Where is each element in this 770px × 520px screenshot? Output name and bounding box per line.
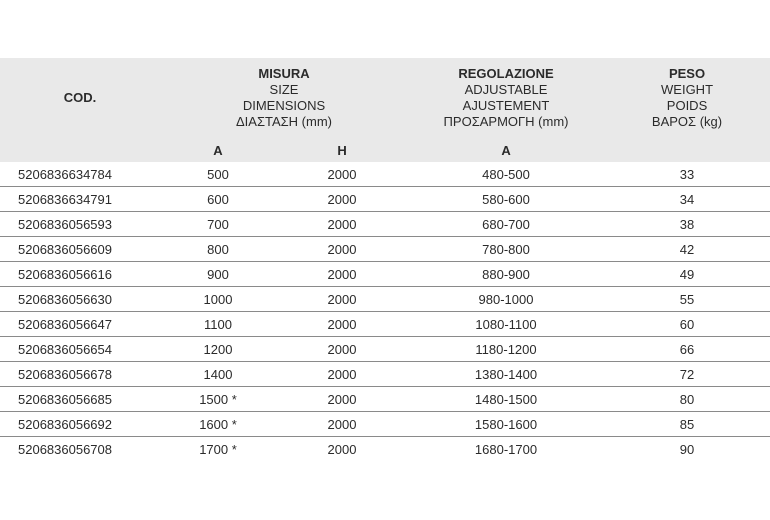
header-misura-line: ΔΙΑΣΤΑΣΗ (mm) [236, 114, 333, 129]
table-body [0, 162, 770, 461]
cell-weight: 85 [604, 412, 770, 437]
cell-height-h: 2000 [327, 441, 357, 457]
cell-width-a: 1700 * [199, 441, 237, 457]
product-spec-table [0, 58, 770, 461]
header-regolazione-line: AJUSTEMENT [462, 98, 550, 113]
cell-adjustable: 1380-1400 [408, 362, 604, 387]
header-misura [160, 58, 408, 138]
cell-weight: 33 [604, 162, 770, 187]
cell-width-a: 1600 * [160, 412, 276, 437]
subheader-h: H [276, 138, 408, 162]
table-row [0, 162, 770, 187]
cell-adjustable: 780-800 [408, 237, 604, 262]
table-row [0, 387, 770, 412]
cell-height-h: 2000 [276, 187, 408, 212]
cell-code: 5206836056685 [0, 387, 160, 412]
cell-height-h: 2000 [276, 312, 408, 337]
cell-width-a: 700 [160, 212, 276, 237]
cell-code: 5206836056593 [0, 212, 160, 237]
header-peso [604, 58, 770, 138]
cell-adjustable: 980-1000 [408, 287, 604, 312]
cell-weight: 49 [604, 262, 770, 287]
subheader-empty [604, 138, 770, 162]
cell-width-a: 1000 [160, 287, 276, 312]
cell-weight: 72 [604, 362, 770, 387]
cell-height-h: 2000 [276, 262, 408, 287]
cell-weight: 66 [604, 337, 770, 362]
table-row [0, 212, 770, 237]
cell-adjustable: 1680-1700 [474, 441, 538, 457]
table-row [0, 412, 770, 437]
cell-code: 5206836056654 [0, 337, 160, 362]
header-misura-line: DIMENSIONS [242, 98, 326, 113]
cell-width-a: 1200 [160, 337, 276, 362]
cell-width-a: 500 [160, 162, 276, 187]
header-row [0, 58, 770, 138]
cell-height-h: 2000 [276, 287, 408, 312]
cell-width-a: 600 [160, 187, 276, 212]
subheader-reg-a: A [408, 138, 604, 162]
cell-height-h: 2000 [276, 362, 408, 387]
table-row [0, 437, 770, 462]
table-row [0, 262, 770, 287]
header-peso-line: WEIGHT [661, 82, 714, 97]
cell-weight: 38 [604, 212, 770, 237]
cell-code: 5206836056630 [0, 287, 160, 312]
table-header [0, 58, 770, 162]
header-cod: COD. [0, 58, 160, 138]
header-regolazione [408, 58, 604, 138]
cell-width-a: 1500 * [160, 387, 276, 412]
cell-height-h: 2000 [276, 387, 408, 412]
cell-weight: 34 [604, 187, 770, 212]
cell-height-h: 2000 [276, 412, 408, 437]
cell-code: 5206836056609 [0, 237, 160, 262]
cell-adjustable: 580-600 [408, 187, 604, 212]
subheader-row [0, 138, 770, 162]
table-row [0, 237, 770, 262]
table-row [0, 362, 770, 387]
cell-height-h: 2000 [276, 162, 408, 187]
header-peso-title: PESO [668, 66, 706, 81]
table-row [0, 187, 770, 212]
cell-code: 5206836056647 [0, 312, 160, 337]
cell-adjustable: 1180-1200 [408, 337, 604, 362]
table-row [0, 337, 770, 362]
cell-adjustable: 680-700 [408, 212, 604, 237]
cell-height-h: 2000 [276, 212, 408, 237]
cell-weight: 90 [679, 441, 695, 457]
cell-code: 5206836634784 [0, 162, 160, 187]
cell-width-a: 1400 [160, 362, 276, 387]
cell-adjustable: 1580-1600 [408, 412, 604, 437]
header-peso-line: ΒΑΡΟΣ (kg) [651, 114, 723, 129]
cell-height-h: 2000 [276, 237, 408, 262]
cell-height-h: 2000 [276, 337, 408, 362]
cell-weight: 80 [604, 387, 770, 412]
subheader-empty [0, 138, 160, 162]
header-regolazione-line: ΠΡΟΣΑΡΜΟΓΗ (mm) [443, 114, 569, 129]
subheader-a: A [160, 138, 276, 162]
header-regolazione-title: REGOLAZIONE [458, 66, 554, 81]
cell-adjustable: 480-500 [408, 162, 604, 187]
header-misura-line: SIZE [269, 82, 299, 97]
cell-code: 5206836056692 [0, 412, 160, 437]
cell-code: 5206836056616 [0, 262, 160, 287]
cell-width-a: 900 [160, 262, 276, 287]
cell-weight: 42 [604, 237, 770, 262]
cell-weight: 60 [604, 312, 770, 337]
cell-adjustable: 880-900 [408, 262, 604, 287]
cell-code: 5206836056678 [0, 362, 160, 387]
cell-code: 5206836634791 [0, 187, 160, 212]
cell-adjustable: 1080-1100 [408, 312, 604, 337]
cell-weight: 55 [604, 287, 770, 312]
table-row [0, 312, 770, 337]
header-misura-title: MISURA [258, 66, 310, 81]
cell-width-a: 800 [160, 237, 276, 262]
table-row [0, 287, 770, 312]
cell-width-a: 1100 [160, 312, 276, 337]
cell-adjustable: 1480-1500 [408, 387, 604, 412]
header-regolazione-line: ADJUSTABLE [464, 82, 548, 97]
product-spec-table-container [0, 58, 770, 461]
header-peso-line: POIDS [666, 98, 708, 113]
cell-code: 5206836056708 [18, 441, 112, 457]
